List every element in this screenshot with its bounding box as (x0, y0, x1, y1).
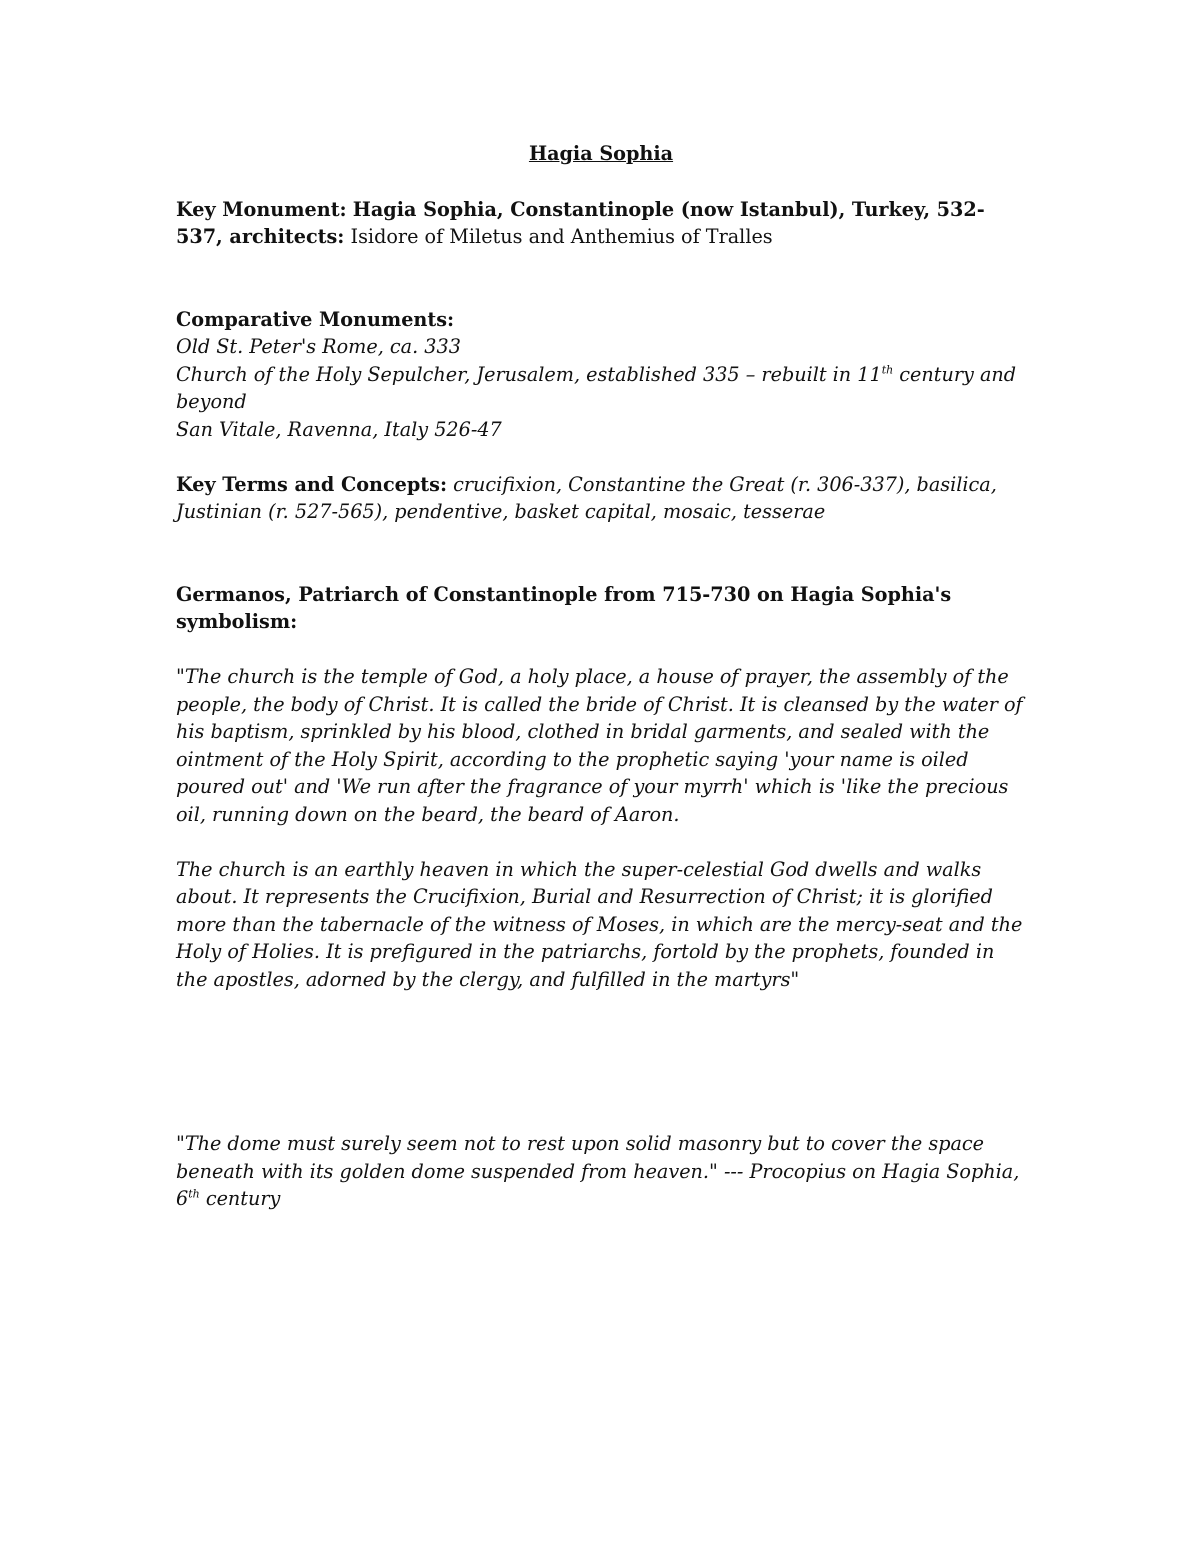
comparative-item-text: San Vitale, Ravenna, Italy 526-47 (176, 417, 502, 441)
quote-text: The church is an earthly heaven in which the super-celestial God dwells and walks about. It represents the Crucifixion, Burial and Resurrection of Christ; it is glorified more than the tabernacle of the witness of Moses, in which are the mercy-seat and the Holy of Holies. It is prefigured in the patriarchs, fortold by the prophets, founded in the apostles, adorned by the clergy, and fulfilled in the martyrs" (176, 857, 1023, 991)
key-monument-bold-text: Hagia Sophia, Constantinople (now Istanbul), Turkey, 532-537, architects: (176, 197, 985, 248)
germanos-heading-text: Germanos, Patriarch of Constantinople from 715-730 on Hagia Sophia's symbolism: (176, 582, 952, 633)
superscript: th (881, 363, 894, 377)
key-terms-label: Key Terms and Concepts: (176, 472, 448, 496)
germanos-heading (176, 581, 1026, 636)
key-terms-text: crucifixion, Constantine the Great (r. 306-337), basilica, Justinian (r. 527-565), pendentive, basket capital, mosaic, tesserae (176, 472, 997, 523)
comparative-item-text: Church of the Holy Sepulcher, Jerusalem, established 335 – rebuilt in 11 (176, 362, 882, 386)
germanos-quote-paragraph-2 (176, 856, 1026, 994)
document-title: Hagia Sophia (528, 142, 674, 165)
quote-text: "The church is the temple of God, a holy place, a house of prayer, the assembly of the people, the body of Christ. It is called the bride of Christ. It is cleansed by the water of his baptism, sprinkled by his blood, clothed in bridal garments, and sealed with the ointment of the Holy Spirit, according to the prophetic saying 'your name is oiled poured out' and 'We run after the fragrance of your myrrh' which is 'like the precious oil, running down on the beard, the beard of Aaron. (176, 665, 1023, 826)
key-monument-rest: Isidore of Miletus and Anthemius of Tralles (350, 225, 773, 248)
comparative-item-text: century and beyond (176, 362, 1017, 413)
comparative-label (176, 306, 1026, 334)
key-monument (176, 196, 1026, 251)
comparative-label-text: Comparative Monuments: (176, 307, 455, 331)
quote-text: century (199, 1187, 281, 1210)
comparative-item (176, 416, 1026, 444)
quote-text: "The dome must surely seem not to rest upon solid masonry but to cover the space beneath with its golden dome suspended from heaven." --- Procopius on Hagia Sophia, 6 (176, 1132, 1020, 1210)
key-monument-label: Key Monument: (176, 197, 347, 221)
comparative-item-text: Old St. Peter's Rome, ca. 333 (176, 335, 461, 358)
document-page (176, 140, 1026, 1213)
superscript: th (188, 1187, 200, 1201)
comparative-item (176, 333, 1026, 361)
key-terms (176, 471, 1026, 526)
procopius-quote (176, 1130, 1026, 1213)
comparative-item (176, 361, 1026, 416)
germanos-quote-paragraph-1 (176, 663, 1026, 828)
